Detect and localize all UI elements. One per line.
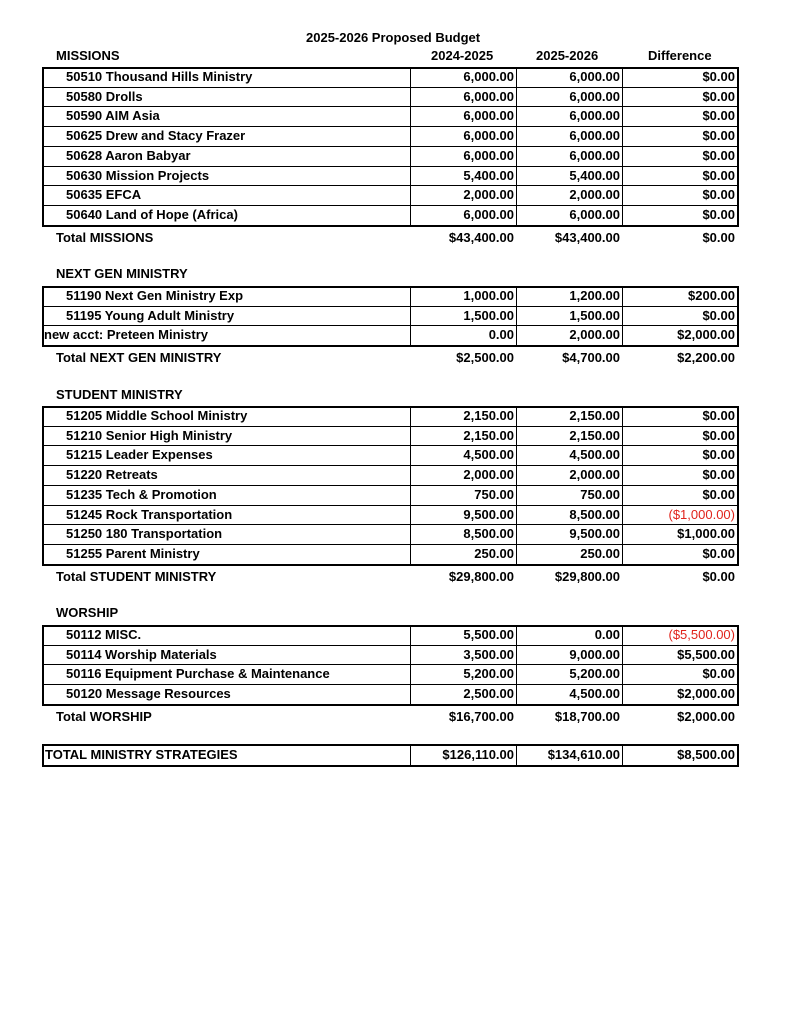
value-2025-2026: 6,000.00 — [569, 206, 620, 222]
value-difference: ($1,000.00) — [668, 506, 735, 522]
total-2025-2026: $4,700.00 — [562, 350, 620, 366]
row-divider — [42, 205, 739, 206]
value-2025-2026: 5,400.00 — [569, 167, 620, 183]
row-divider — [42, 645, 739, 646]
value-2025-2026: 6,000.00 — [569, 147, 620, 163]
value-2024-2025: 6,000.00 — [463, 88, 514, 104]
value-difference: $0.00 — [702, 108, 735, 124]
value-difference: $1,000.00 — [677, 526, 735, 542]
column-divider — [622, 625, 623, 706]
grand-total-label: TOTAL MINISTRY STRATEGIES — [45, 747, 238, 762]
value-2024-2025: 2,000.00 — [463, 467, 514, 483]
value-difference: $0.00 — [702, 88, 735, 104]
value-2025-2026: 9,000.00 — [569, 646, 620, 662]
value-difference: $0.00 — [702, 427, 735, 443]
value-difference: $0.00 — [702, 447, 735, 463]
total-difference: $2,000.00 — [677, 708, 735, 724]
table-row-label: 51250 180 Transportation — [66, 526, 223, 542]
table-row-label: 51245 Rock Transportation — [66, 506, 233, 522]
column-divider — [622, 406, 623, 566]
table-row-label: 50630 Mission Projects — [66, 167, 210, 183]
value-2024-2025: 1,500.00 — [463, 307, 514, 323]
section-total-label: Total MISSIONS — [56, 229, 154, 245]
value-2024-2025: 750.00 — [474, 486, 514, 502]
value-2024-2025: 6,000.00 — [463, 206, 514, 222]
value-difference: $200.00 — [688, 288, 735, 303]
header-2025-2026: 2025-2026 — [536, 48, 599, 63]
section-total-label: Total NEXT GEN MINISTRY — [56, 350, 222, 366]
value-2024-2025: 1,000.00 — [463, 288, 514, 303]
value-2024-2025: 2,500.00 — [463, 686, 514, 702]
value-2025-2026: 5,200.00 — [569, 666, 620, 682]
value-2025-2026: 1,500.00 — [569, 307, 620, 323]
value-difference: $0.00 — [702, 187, 735, 203]
value-2025-2026: 2,150.00 — [569, 427, 620, 443]
grand-total-difference: $8,500.00 — [677, 747, 735, 762]
value-2024-2025: 5,200.00 — [463, 666, 514, 682]
table-row-label: 51215 Leader Expenses — [66, 447, 213, 463]
total-difference: $0.00 — [702, 568, 735, 584]
table-row-label: 50580 Drolls — [66, 88, 143, 104]
value-2025-2026: 2,150.00 — [569, 408, 620, 423]
table-row-label: 50640 Land of Hope (Africa) — [66, 206, 238, 222]
header-difference: Difference — [648, 48, 712, 63]
value-2024-2025: 6,000.00 — [463, 128, 514, 144]
table-row-label: 51235 Tech & Promotion — [66, 486, 217, 502]
table-row-label: 50116 Equipment Purchase & Maintenance — [66, 666, 330, 682]
table-row-label: 50635 EFCA — [66, 187, 142, 203]
value-2024-2025: 6,000.00 — [463, 147, 514, 163]
row-divider — [42, 524, 739, 525]
value-2024-2025: 5,500.00 — [463, 627, 514, 642]
value-2024-2025: 5,400.00 — [463, 167, 514, 183]
section-total-label: Total STUDENT MINISTRY — [56, 568, 217, 584]
table-row-label: 50114 Worship Materials — [66, 646, 217, 662]
row-divider — [42, 465, 739, 466]
value-2025-2026: 6,000.00 — [569, 108, 620, 124]
total-2025-2026: $43,400.00 — [554, 229, 620, 245]
value-2024-2025: 2,150.00 — [463, 427, 514, 443]
column-divider — [622, 67, 623, 227]
row-divider — [42, 445, 739, 446]
value-2024-2025: 9,500.00 — [463, 506, 514, 522]
value-2024-2025: 6,000.00 — [463, 69, 514, 84]
table-row-label: 51195 Young Adult Ministry — [66, 307, 235, 323]
value-2025-2026: 750.00 — [580, 486, 620, 502]
value-2025-2026: 4,500.00 — [569, 686, 620, 702]
value-difference: $0.00 — [702, 545, 735, 561]
value-difference: $0.00 — [702, 408, 735, 423]
header-missions: MISSIONS — [56, 48, 120, 63]
value-2025-2026: 2,000.00 — [569, 327, 620, 343]
value-2025-2026: 2,000.00 — [569, 187, 620, 203]
value-difference: $0.00 — [702, 666, 735, 682]
value-2025-2026: 6,000.00 — [569, 128, 620, 144]
value-2024-2025: 0.00 — [488, 327, 514, 343]
value-2024-2025: 4,500.00 — [463, 447, 514, 463]
value-difference: $2,000.00 — [677, 327, 735, 343]
value-difference: $0.00 — [702, 486, 735, 502]
value-difference: $0.00 — [702, 128, 735, 144]
value-2024-2025: 6,000.00 — [463, 108, 514, 124]
value-difference: $0.00 — [702, 307, 735, 323]
row-divider — [42, 106, 739, 107]
grand-total-2025-2026: $134,610.00 — [547, 747, 620, 762]
value-2025-2026: 2,000.00 — [569, 467, 620, 483]
value-2025-2026: 250.00 — [580, 545, 620, 561]
grand-total-2024-2025: $126,110.00 — [442, 747, 514, 762]
table-row-label: new acct: Preteen Ministry — [44, 327, 208, 343]
total-2024-2025: $16,700.00 — [448, 708, 514, 724]
total-2025-2026: $18,700.00 — [554, 708, 620, 724]
total-2024-2025: $2,500.00 — [456, 350, 514, 366]
value-2024-2025: 2,150.00 — [463, 408, 514, 423]
total-2024-2025: $43,400.00 — [448, 229, 514, 245]
section-heading: WORSHIP — [56, 605, 119, 620]
value-2025-2026: 9,500.00 — [569, 526, 620, 542]
row-divider — [42, 185, 739, 186]
row-divider — [42, 664, 739, 665]
value-difference: $0.00 — [702, 206, 735, 222]
row-divider — [42, 325, 739, 326]
row-divider — [42, 505, 739, 506]
table-row-label: 50120 Message Resources — [66, 686, 231, 702]
value-2024-2025: 2,000.00 — [463, 187, 514, 203]
value-difference: $5,500.00 — [677, 646, 735, 662]
header-2024-2025: 2024-2025 — [431, 48, 494, 63]
value-difference: $0.00 — [702, 167, 735, 183]
row-divider — [42, 544, 739, 545]
value-2024-2025: 250.00 — [474, 545, 514, 561]
row-divider — [42, 684, 739, 685]
row-divider — [42, 306, 739, 307]
column-divider — [622, 744, 623, 767]
total-difference: $2,200.00 — [677, 350, 735, 366]
value-2025-2026: 8,500.00 — [569, 506, 620, 522]
row-divider — [42, 426, 739, 427]
table-row-label: 50510 Thousand Hills Ministry — [66, 69, 253, 84]
value-difference: $0.00 — [702, 69, 735, 84]
table-row-label: 51190 Next Gen Ministry Exp — [66, 288, 244, 303]
table-row-label: 50625 Drew and Stacy Frazer — [66, 128, 246, 144]
value-difference: $0.00 — [702, 147, 735, 163]
row-divider — [42, 166, 739, 167]
row-divider — [42, 87, 739, 88]
row-divider — [42, 126, 739, 127]
table-row-label: 50112 MISC. — [66, 627, 142, 642]
section-heading: NEXT GEN MINISTRY — [56, 266, 188, 281]
column-divider — [622, 286, 623, 347]
row-divider — [42, 146, 739, 147]
table-row-label: 50590 AIM Asia — [66, 108, 160, 124]
row-divider — [42, 485, 739, 486]
value-difference: $0.00 — [702, 467, 735, 483]
section-total-label: Total WORSHIP — [56, 708, 152, 724]
table-row-label: 51255 Parent Ministry — [66, 545, 200, 561]
total-2025-2026: $29,800.00 — [554, 568, 620, 584]
table-row-label: 50628 Aaron Babyar — [66, 147, 191, 163]
value-2025-2026: 4,500.00 — [569, 447, 620, 463]
section-heading: STUDENT MINISTRY — [56, 387, 183, 402]
value-2024-2025: 8,500.00 — [463, 526, 514, 542]
value-2025-2026: 6,000.00 — [569, 88, 620, 104]
total-difference: $0.00 — [702, 229, 735, 245]
value-2024-2025: 3,500.00 — [463, 646, 514, 662]
value-2025-2026: 6,000.00 — [569, 69, 620, 84]
total-2024-2025: $29,800.00 — [448, 568, 514, 584]
value-2025-2026: 1,200.00 — [569, 288, 620, 303]
page-title: 2025-2026 Proposed Budget — [306, 30, 481, 45]
table-row-label: 51205 Middle School Ministry — [66, 408, 248, 423]
value-difference: $2,000.00 — [677, 686, 735, 702]
table-row-label: 51210 Senior High Ministry — [66, 427, 233, 443]
value-2025-2026: 0.00 — [594, 627, 620, 642]
value-difference: ($5,500.00) — [668, 627, 735, 642]
table-row-label: 51220 Retreats — [66, 467, 158, 483]
